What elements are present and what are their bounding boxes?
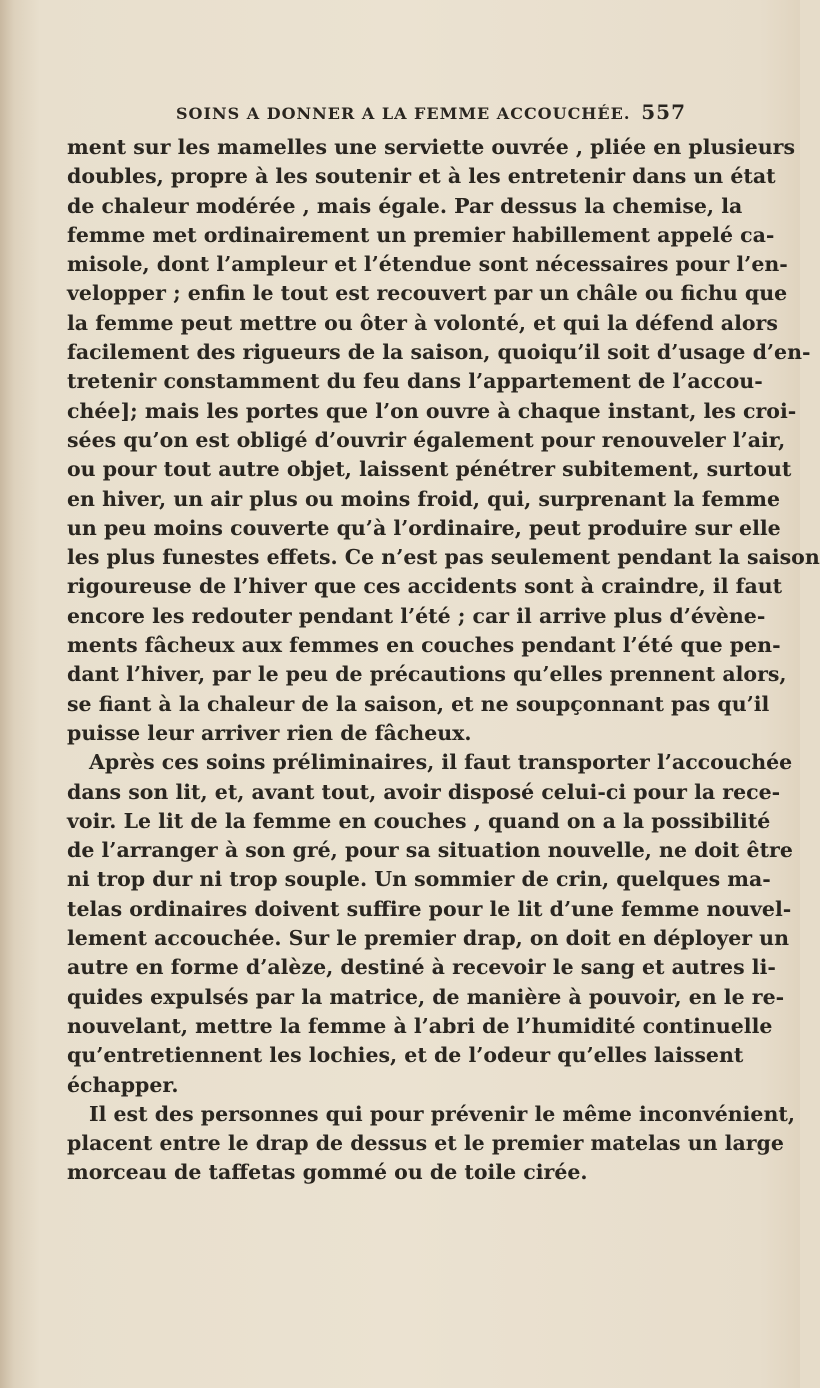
text-line: dans son lit, et, avant tout, avoir disposé celui-ci pour la rece-	[67, 779, 781, 804]
text-line: voir. Le lit de la femme en couches , quand on a la possibilité	[67, 808, 771, 833]
text-line: se fiant à la chaleur de la saison, et ne soupçonnant pas qu’il	[67, 691, 770, 716]
text-line: rigoureuse de l’hiver que ces accidents sont à craindre, il faut	[67, 574, 783, 599]
text-line: morceau de taffetas gommé ou de toile cirée.	[67, 1160, 588, 1185]
text-line: lement accouchée. Sur le premier drap, on doit en déployer un	[67, 926, 789, 951]
text-line: sées qu’on est obligé d’ouvrir également pour renouveler l’air,	[67, 427, 786, 452]
text-line: un peu moins couverte qu’à l’ordinaire, peut produire sur elle	[67, 515, 781, 540]
text-line: échapper.	[67, 1072, 179, 1097]
text-line: telas ordinaires doivent suffire pour le lit d’une femme nouvel-	[67, 896, 792, 921]
text-line: placent entre le drap de dessus et le premier matelas un large	[67, 1131, 784, 1156]
text-line: chée]; mais les portes que l’on ouvre à chaque instant, les croi-	[67, 398, 797, 423]
text-line: ments fâcheux aux femmes en couches pendant l’été que pen-	[67, 633, 781, 658]
text-line: nouvelant, mettre la femme à l’abri de l’humidité continuelle	[67, 1013, 773, 1038]
text-line: de chaleur modérée , mais égale. Par dessus la chemise, la	[67, 193, 743, 218]
text-line: de l’arranger à son gré, pour sa situation nouvelle, ne doit être	[67, 838, 793, 863]
text-line: dant l’hiver, par le peu de précautions qu’elles prennent alors,	[67, 662, 787, 687]
text-line: les plus funestes effets. Ce n’est pas seulement pendant la saison	[67, 545, 820, 570]
text-line: ni trop dur ni trop souple. Un sommier de crin, quelques ma-	[67, 867, 771, 892]
text-line: encore les redouter pendant l’été ; car il arrive plus d’évène-	[67, 603, 766, 628]
text-line: facilement des rigueurs de la saison, quoiqu’il soit d’usage d’en-	[67, 340, 811, 365]
text-line: en hiver, un air plus ou moins froid, qui, surprenant la femme	[67, 486, 781, 511]
text-line: ou pour tout autre objet, laissent pénétrer subitement, surtout	[67, 457, 792, 482]
page-number: 557	[641, 100, 686, 124]
text-line: autre en forme d’alèze, destiné à recevoir le sang et autres li-	[67, 955, 776, 980]
text-line: velopper ; enfin le tout est recouvert par un châle ou fichu que	[67, 281, 788, 306]
running-head-title: SOINS A DONNER A LA FEMME ACCOUCHÉE.	[176, 104, 631, 123]
text-line: tretenir constamment du feu dans l’appartement de l’accou-	[67, 369, 763, 394]
text-line: la femme peut mettre ou ôter à volonté, et qui la défend alors	[67, 310, 778, 335]
body-text	[67, 133, 820, 1188]
text-line: femme met ordinairement un premier habillement appelé ca-	[67, 222, 775, 247]
text-line: qu’entretiennent les lochies, et de l’odeur qu’elles laissent	[67, 1043, 744, 1068]
text-line: puisse leur arriver rien de fâcheux.	[67, 720, 472, 745]
text-line: ment sur les mamelles une serviette ouvrée , pliée en plusieurs	[67, 135, 796, 159]
text-line: quides expulsés par la matrice, de manière à pouvoir, en le re-	[67, 984, 785, 1009]
text-line: Il est des personnes qui pour prévenir le même inconvénient,	[89, 1101, 795, 1126]
text-line: doubles, propre à les soutenir et à les entretenir dans un état	[67, 164, 776, 189]
text-line: misole, dont l’ampleur et l’étendue sont nécessaires pour l’en-	[67, 252, 788, 277]
text-line: Après ces soins préliminaires, il faut transporter l’accouchée	[89, 750, 793, 775]
running-head	[176, 100, 686, 130]
